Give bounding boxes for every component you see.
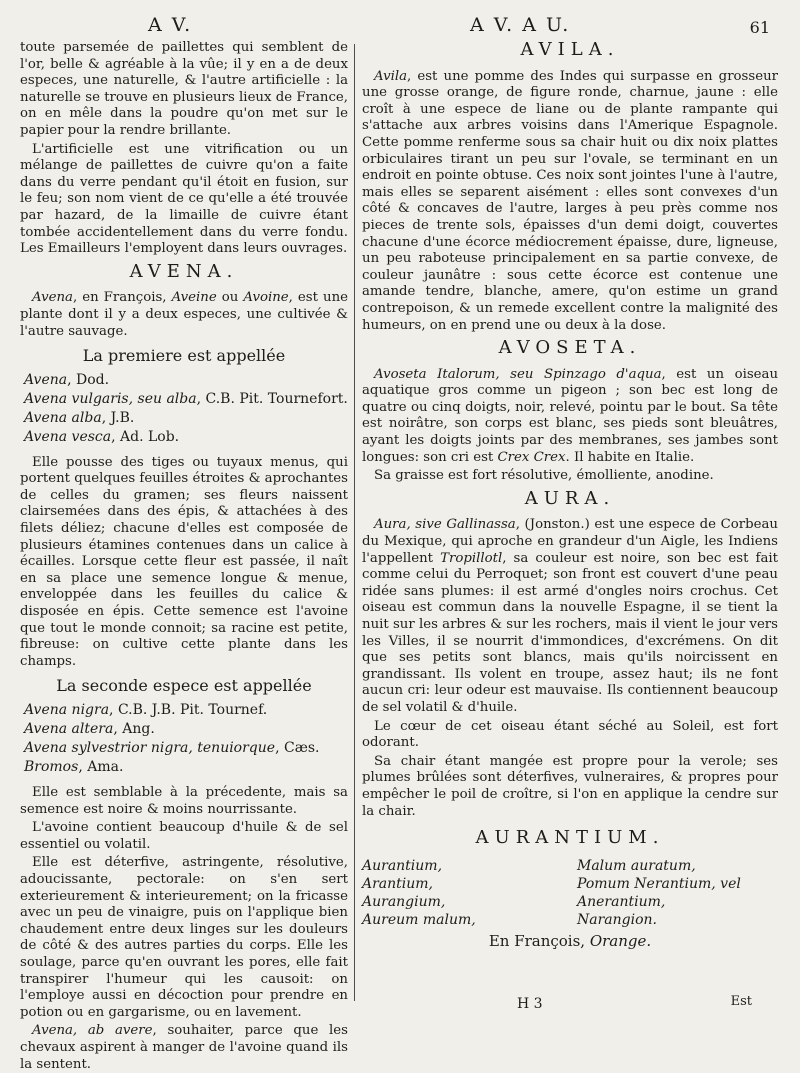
paragraph [362, 367, 778, 467]
subheading-first-species: La premiere est appellée [82, 346, 286, 366]
synonym-line [24, 390, 348, 409]
paragraph: toute parsemée de paillettes qui semblent de l'or, belle & agréable à la vûe; il y en a de deux especes, une naturelle, & l'autre artificielle : la naturelle se trouve en plusieurs lieux de France, on en mêle dans la poudre qu'on met sur le papier pour la rendre brillante. [20, 40, 348, 138]
synonym-right: Anerantium, [577, 893, 666, 910]
text-run: , est une plante dont il y a deux especes, une cultivée & l'autre sauvage. [20, 290, 349, 339]
subheading-second-species: La seconde espece est appellée [56, 676, 312, 696]
bird-call: Crex Crex [497, 449, 566, 465]
paragraph: Le cœur de cet oiseau étant séché au Soleil, est fort odorant. [362, 718, 778, 751]
synonym-latin: Avena [24, 371, 68, 388]
text-run: En François, [488, 931, 590, 950]
french-name: Orange. [589, 931, 652, 950]
synonym-line [24, 409, 348, 428]
running-head-left: A V. [148, 14, 193, 36]
etymology-term: Avena, ab avere [32, 1023, 153, 1039]
entry-title-aura: AURA. [524, 487, 616, 509]
french-name: Avoine [243, 290, 289, 306]
right-column [362, 40, 778, 949]
synonym-left: Aureum malum, [362, 911, 476, 928]
column-divider [354, 44, 355, 1001]
synonym-line [24, 758, 348, 777]
latin-name: Avila [374, 68, 408, 84]
paragraph: Elle est déterfive, astringente, résolutive, adoucissante, pectorale: on s'en sert exterieurement & interieurement; on la fricasse avec un peu de vinaigre, puis on l'applique bien chaudement entre deux linges sur les douleurs de côté & des autres parties du corps. Elle les soulage, parce qu'en ouvrant les pores, elle fait transpirer l'humeur qui les causoit: on l'employe aussi en décoction pour prendre en potion ou en gargarisme, ou en lavement. [20, 855, 348, 1020]
synonym-latin: Bromos [24, 759, 79, 775]
left-column [20, 40, 348, 1073]
synonym-authority: , Cæs. [275, 740, 320, 756]
text-run: , (Jonston.) est une espece de Corbeau du Mexique, qui aproche en grandeur d'un Aigle, les Indiens l'appellent [362, 517, 778, 566]
synonym-authority: , Dod. [67, 371, 110, 388]
latin-name: Aura, sive Gallinassa [374, 517, 516, 533]
synonym-line [24, 371, 348, 390]
text-run: , sa couleur est noire, son bec est fait comme celui du Perroquet; son front est couvert d'une peau ridée sans plumes: il est armé d'ongles noirs crochus. Cet oiseau est commun dans la nouvelle Espagne, il se tient la nuit sur les arbres & sur les rochers, mais il vient le jour vers les Villes, il se nourrit d'immondices, d'excrémens. On dit que ses petits sont blancs, mais qu'ils noircissent en grandissant. Ils volent en troupe, assez haut; ils ne font aucun cri: leur odeur est mauvaise. Ils contiennent beaucoup de sel volatil & d'huile. [362, 550, 778, 715]
entry-title-avoseta: AVOSETA. [498, 337, 642, 359]
synonym-list-2 [24, 701, 348, 777]
text-run: , est une pomme des Indes qui surpasse en grosseur une grosse orange, de figure ronde, charnue, jaune : elle croît à une espece de liane ou de plante rampante qui s'attache aux arbres voisins dans l'Amerique Espagnole. Cette pomme renferme sous sa chair huit ou dix noix plattes orbiculaires tirant un peu sur l'ovale, se terminant en un endroit en pointe obtuse. Ces noix sont jointes l'une à l'autre, mais elles se separent aisément : elles sont convexes d'un côté & concaves de l'autre, larges à peu près comme nos pieces de trente sols, épaisses d'un demi doigt, couvertes chacune d'une écorce médiocrement épaisse, dure, ligneuse, un peu raboteuse principalement en sa partie convexe, de couleur jaunâtre : sous cette écorce est contenue une amande tendre, blanche, amere, qu'on estime un grand contrepoison, & un remede excellent contre la malignité des humeurs, on en prend une ou deux à la dose. [362, 68, 778, 333]
paragraph [362, 517, 778, 716]
synonym-latin: Avena vulgaris, seu alba [24, 390, 197, 407]
avena-intro [20, 290, 348, 340]
entry-title-avena: AVENA. [129, 260, 239, 282]
synonym-latin: Avena sylvestrior nigra, tenuiorque [24, 740, 276, 756]
synonym-authority: , C.B. J.B. Pit. Tournef. [109, 702, 268, 718]
paragraph: Elle est semblable à la précedente, mais sa semence est noire & moins nourrissante. [20, 785, 348, 817]
paragraph: Elle pousse des tiges ou tuyaux menus, qui portent quelques feuilles étroites & aprochantes de celles du gramen; ses fleurs naissent clairsemées dans des épis, & attachées à des filets déliez; chacune d'elles est composée de plusieurs étamines contenues dans un calice à écailles. Lorsque cette fleur est passée, il naît en sa place une semence longue & menue, enveloppée dans les feuilles du calice & disposée en épis. Cette semence est l'avoine que tout le monde connoit; sa racine est petite, fibreuse: on cultive cette plante dans les champs. [20, 454, 348, 669]
entry-title-aurantium: AURANTIUM. [475, 827, 665, 849]
latin-name: Avena [32, 290, 73, 306]
paragraph: Sa graisse est fort résolutive, émolliente, anodine. [374, 468, 714, 484]
synonym-line [24, 428, 348, 447]
page-number: 61 [749, 18, 770, 37]
synonym-right: Pomum Nerantium, vel [577, 875, 741, 892]
text-run: . Il habite en Italie. [565, 449, 695, 465]
synonym-line [24, 720, 348, 739]
synonym-right: Malum auratum, [577, 857, 696, 874]
text-run: ou [216, 290, 244, 306]
running-head-center: A V. A U. [470, 14, 571, 36]
synonym-latin: Avena nigra [24, 702, 110, 718]
synonym-list-1 [24, 371, 348, 447]
paragraph: L'artificielle est une vitrification ou un mélange de paillettes de cuivre qu'on a faite dans du verre pendant qu'il étoit en fusion, sur le feu; son nom vient de ce qu'elle a été trouvée par hazard, de la limaille de cuivre étant tombée accidentellement dans du verre fondu. Les Emailleurs l'employent dans leurs ouvrages. [20, 141, 348, 257]
synonym-right: Narangion. [577, 911, 657, 928]
synonym-latin: Avena alba [24, 409, 102, 426]
synonym-authority: , Ama. [78, 759, 124, 775]
french-name: Aveine [171, 290, 217, 306]
native-name: Tropillotl [440, 550, 503, 566]
french-name-line [362, 933, 778, 950]
synonym-line [24, 701, 348, 720]
paragraph [20, 1023, 348, 1073]
synonym-latin: Avena vesca [24, 428, 112, 445]
paragraph [362, 69, 778, 335]
synonym-left: Aurangium, [362, 893, 446, 910]
text-run: , est un oiseau aquatique gros comme un pigeon ; son bec est long de quatre ou cinq doigts, noir, relevé, pointu par le bout. Sa tête est noirâtre, son corps est blanc, ses pieds sont bleuâtres, ayant les doigts joints par des membranes, ses jambes sont longues: son cri est [362, 366, 779, 465]
synonym-left: Aurantium, [362, 857, 443, 874]
synonym-authority: , Ad. Lob. [111, 428, 180, 445]
entry-title-avila: AVILA. [520, 39, 620, 60]
synonym-authority: , J.B. [101, 409, 135, 426]
text-run: , en François, [72, 290, 172, 306]
text-run: , souhaiter, parce que les chevaux aspirent à manger de l'avoine quand ils la sentent. [20, 1023, 349, 1072]
signature-mark: H 3 [517, 996, 543, 1012]
synonym-authority: , Ang. [113, 721, 155, 737]
latin-name: Avoseta Italorum, seu Spinzago d'aqua [374, 366, 662, 382]
paragraph: L'avoine contient beaucoup d'huile & de sel essentiel ou volatil. [20, 820, 348, 852]
synonym-line [24, 739, 348, 758]
paragraph: Sa chair étant mangée est propre pour la verole; ses plumes brûlées sont déterfives, vulneraires, & propres pour empêcher le poil de croître, si l'on en applique la cendre sur la chair. [362, 753, 778, 819]
aurantium-synonyms [362, 857, 778, 929]
catchword: Est [730, 994, 752, 1009]
synonym-authority: , C.B. Pit. Tournefort. [196, 390, 348, 407]
synonym-left: Arantium, [362, 875, 434, 892]
synonym-latin: Avena altera [24, 721, 114, 737]
